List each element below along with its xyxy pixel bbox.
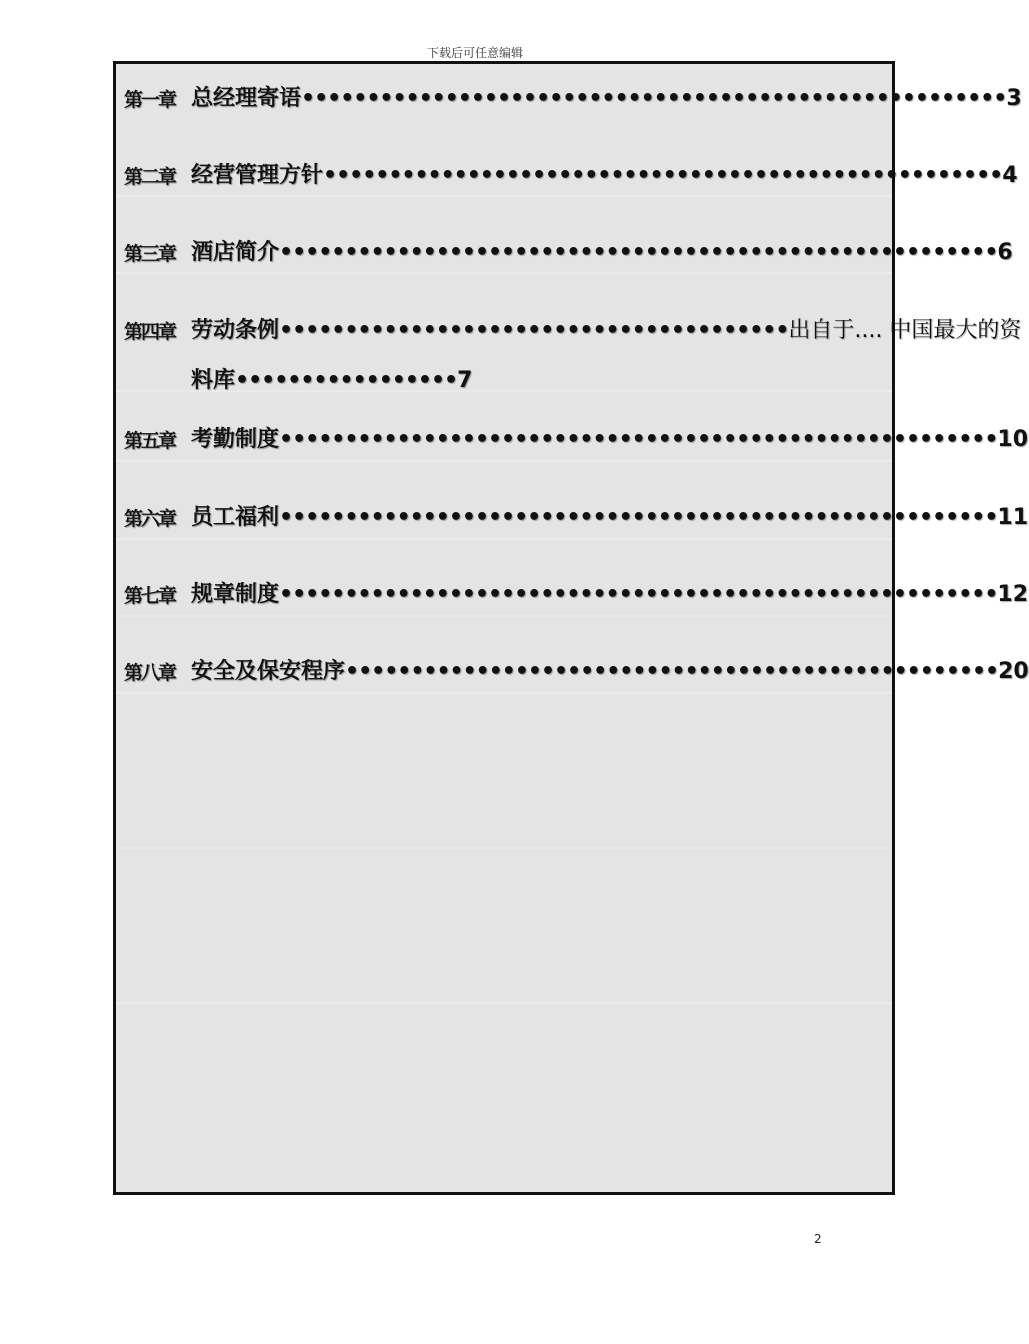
toc-entry-continuation — [191, 361, 472, 401]
toc-entry[interactable] — [116, 311, 1022, 401]
toc-entry-line — [191, 311, 1021, 351]
toc-entry[interactable] — [116, 79, 1022, 119]
dot-leader: ••••••••••••••••••••••••••••••••••••••••••••••••••••••• — [279, 582, 998, 607]
entry-page-number: 3 — [1006, 86, 1022, 111]
entry-page-number: 12 — [997, 582, 1029, 607]
chapter-label: 第二章 — [124, 166, 176, 188]
toc-entry-line — [191, 233, 1013, 273]
toc-entry-line — [191, 420, 1028, 460]
row-divider — [116, 460, 892, 462]
page-header: 下载后可任意编辑 — [426, 46, 523, 60]
page-number: 2 — [814, 1232, 822, 1246]
dot-leader: •••••••••••••••••••••••••••••••••••••••••••••••••••• — [323, 163, 1003, 188]
chapter-label: 第四章 — [124, 321, 176, 343]
toc-entry-line — [191, 79, 1022, 119]
toc-entry[interactable] — [116, 233, 1013, 273]
chapter-label: 第一章 — [124, 89, 176, 111]
chapter-label: 第五章 — [124, 430, 176, 452]
table-of-contents — [113, 61, 1029, 1195]
toc-entry[interactable] — [116, 156, 1018, 196]
row-divider — [116, 847, 892, 849]
toc-entry-line — [191, 652, 1029, 692]
toc-entry[interactable] — [116, 498, 1029, 538]
toc-entry[interactable] — [116, 652, 1029, 692]
toc-entry[interactable] — [116, 575, 1029, 615]
dot-leader: ••••••••••••••••••••••••••••••••••••••• — [279, 318, 789, 343]
row-divider — [116, 615, 892, 617]
source-note: 出自于.... 中国最大的资 — [788, 318, 1022, 343]
entry-title: 规章制度 — [191, 582, 280, 607]
dot-leader: ••••••••••••••••••••••••••••••••••••••••••••••••••••••• — [279, 505, 998, 530]
toc-entry[interactable] — [116, 420, 1029, 460]
entry-title: 安全及保安程序 — [191, 659, 346, 684]
chapter-label: 第七章 — [124, 585, 176, 607]
entry-title-continued: 料库 — [191, 368, 236, 393]
row-divider — [116, 692, 892, 694]
toc-entry-line — [191, 156, 1018, 196]
entry-title: 员工福利 — [191, 505, 280, 530]
entry-page-number: 11 — [997, 505, 1029, 530]
row-divider — [116, 1002, 892, 1004]
entry-page-number: 4 — [1002, 163, 1018, 188]
entry-page-number: 7 — [457, 368, 473, 393]
dot-leader: ••••••••••••••••••••••••••••••••••••••••••••••••••••••• — [279, 240, 998, 265]
chapter-label: 第三章 — [124, 243, 176, 265]
entry-page-number: 20 — [998, 659, 1029, 684]
entry-title: 考勤制度 — [191, 427, 280, 452]
entry-page-number: 6 — [997, 240, 1013, 265]
toc-entry-line — [191, 575, 1028, 615]
row-divider — [116, 538, 892, 540]
entry-title: 劳动条例 — [191, 318, 280, 343]
chapter-label: 第八章 — [124, 662, 176, 684]
dot-leader: ••••••••••••••••• — [235, 368, 458, 393]
dot-leader: ••••••••••••••••••••••••••••••••••••••••••••••••••••••• — [279, 427, 998, 452]
entry-title: 酒店简介 — [191, 240, 280, 265]
entry-title: 经营管理方针 — [191, 163, 324, 188]
chapter-label: 第六章 — [124, 508, 176, 530]
entry-title: 总经理寄语 — [191, 86, 302, 111]
dot-leader: •••••••••••••••••••••••••••••••••••••••••••••••••• — [345, 659, 999, 684]
dot-leader: •••••••••••••••••••••••••••••••••••••••••••••••••••••• — [301, 86, 1007, 111]
entry-page-number: 10 — [997, 427, 1029, 452]
toc-entry-line — [191, 498, 1028, 538]
